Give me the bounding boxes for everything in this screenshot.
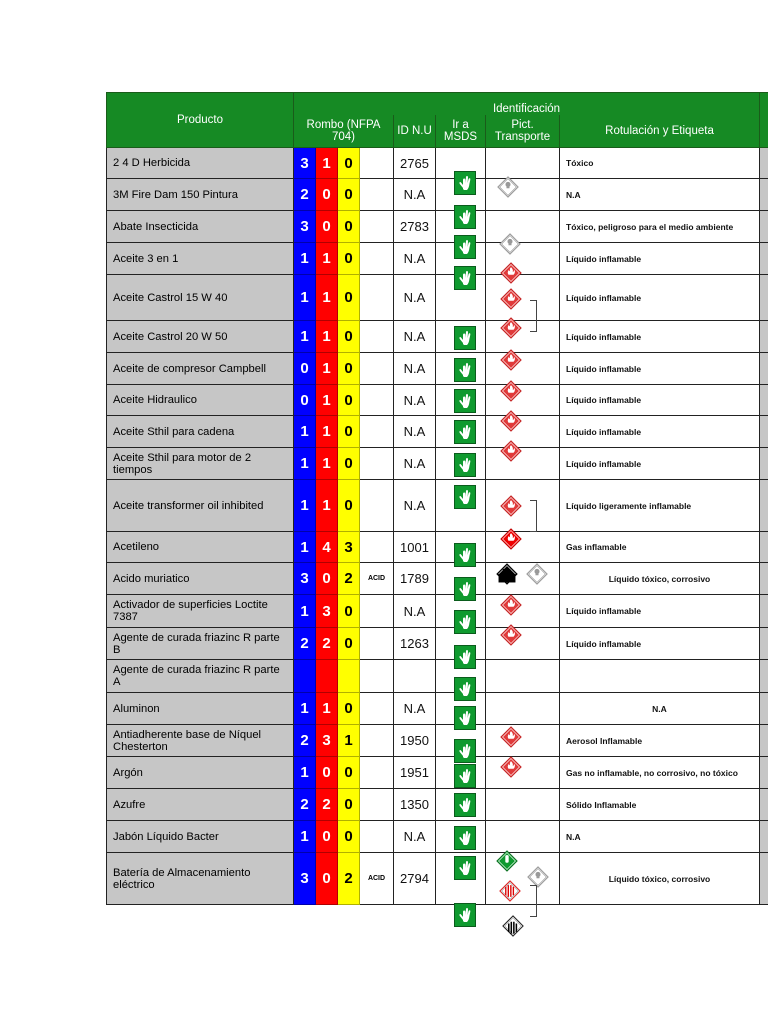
col-header-idnu: ID N.U [394, 115, 436, 148]
table-row [107, 179, 768, 211]
label-text: Sólido Inflamable [560, 789, 760, 821]
nfpa-health: 3 [294, 853, 316, 905]
nfpa-reactivity: 2 [338, 853, 360, 905]
nfpa-flammability: 1 [316, 693, 338, 725]
nfpa-reactivity: 1 [338, 725, 360, 757]
nfpa-reactivity: 2 [338, 563, 360, 595]
row-edge [760, 385, 768, 416]
table-row [107, 211, 768, 243]
nfpa-health: 3 [294, 563, 316, 595]
label-text: Gas inflamable [560, 532, 760, 563]
un-id: 1001 [394, 532, 436, 563]
msds-link-icon[interactable] [454, 389, 476, 413]
product-name: Aluminon [107, 693, 294, 725]
msds-link-icon[interactable] [454, 856, 476, 880]
row-edge [760, 821, 768, 853]
nfpa-reactivity: 0 [338, 243, 360, 275]
product-name: Antiadherente base de Níquel Chesterton [107, 725, 294, 757]
nfpa-special [360, 448, 394, 480]
nfpa-health: 1 [294, 275, 316, 321]
label-text [560, 660, 760, 693]
nfpa-health: 1 [294, 243, 316, 275]
label-text: Tóxico [560, 148, 760, 179]
safety-data-sheet [106, 92, 768, 905]
nfpa-special [360, 628, 394, 660]
transport-pictogram-cell [486, 385, 560, 416]
nfpa-special [360, 595, 394, 628]
nfpa-reactivity: 0 [338, 385, 360, 416]
table-row [107, 693, 768, 725]
nfpa-health: 1 [294, 321, 316, 353]
transport-pictogram-cell [486, 148, 560, 179]
nfpa-reactivity [338, 660, 360, 693]
nfpa-reactivity: 0 [338, 595, 360, 628]
product-name: Aceite 3 en 1 [107, 243, 294, 275]
msds-link-icon[interactable] [454, 677, 476, 701]
nfpa-special [360, 148, 394, 179]
row-edge [760, 660, 768, 693]
nfpa-flammability: 1 [316, 148, 338, 179]
nfpa-special [360, 821, 394, 853]
nfpa-reactivity: 0 [338, 821, 360, 853]
nfpa-flammability: 0 [316, 211, 338, 243]
nfpa-health: 3 [294, 148, 316, 179]
nfpa-reactivity: 0 [338, 757, 360, 789]
nfpa-flammability: 3 [316, 595, 338, 628]
table-row [107, 321, 768, 353]
label-text: Gas no inflamable, no corrosivo, no tóxico [560, 757, 760, 789]
row-edge [760, 148, 768, 179]
row-edge [760, 448, 768, 480]
misc-hazard-diamond-icon [502, 915, 524, 937]
msds-link-icon[interactable] [454, 577, 476, 601]
product-name: Aceite Sthil para motor de 2 tiempos [107, 448, 294, 480]
nfpa-health: 1 [294, 595, 316, 628]
nfpa-health [294, 660, 316, 693]
flammable-diamond-icon [500, 726, 522, 748]
nfpa-flammability: 0 [316, 563, 338, 595]
nfpa-flammability: 0 [316, 757, 338, 789]
pictogram-bracket [530, 500, 537, 532]
product-name: Acetileno [107, 532, 294, 563]
nfpa-health: 2 [294, 628, 316, 660]
nfpa-reactivity: 0 [338, 448, 360, 480]
transport-pictogram-cell [486, 757, 560, 789]
transport-pictogram-cell [486, 275, 560, 321]
chemicals-table [106, 92, 768, 905]
nfpa-health: 1 [294, 448, 316, 480]
nfpa-special [360, 532, 394, 563]
nfpa-reactivity: 0 [338, 179, 360, 211]
product-name: Activador de superficies Loctite 7387 [107, 595, 294, 628]
transport-pictogram-cell [486, 211, 560, 243]
msds-link-icon[interactable] [454, 826, 476, 850]
product-name: Azufre [107, 789, 294, 821]
msds-link-icon[interactable] [454, 358, 476, 382]
un-id: 2765 [394, 148, 436, 179]
product-name: Aceite transformer oil inhibited [107, 480, 294, 532]
nfpa-reactivity: 0 [338, 148, 360, 179]
msds-link-icon[interactable] [454, 645, 476, 669]
table-row [107, 628, 768, 660]
nfpa-special [360, 693, 394, 725]
product-name: Argón [107, 757, 294, 789]
msds-link-icon[interactable] [454, 326, 476, 350]
table-row [107, 448, 768, 480]
nfpa-special [360, 321, 394, 353]
flammable-diamond-icon [500, 410, 522, 432]
un-id: N.A [394, 179, 436, 211]
un-id: 2794 [394, 853, 436, 905]
msds-link-icon[interactable] [454, 903, 476, 927]
un-id: N.A [394, 480, 436, 532]
label-text: N.A [560, 821, 760, 853]
nfpa-flammability: 0 [316, 821, 338, 853]
un-id: 1951 [394, 757, 436, 789]
nfpa-reactivity: 0 [338, 628, 360, 660]
label-text: Líquido inflamable [560, 275, 760, 321]
transport-pictogram-cell [486, 448, 560, 480]
label-text: Líquido inflamable [560, 595, 760, 628]
row-edge [760, 628, 768, 660]
product-name: Agente de curada friazinc R parte B [107, 628, 294, 660]
un-id: N.A [394, 821, 436, 853]
flammable-diamond-icon [500, 380, 522, 402]
nfpa-health: 1 [294, 480, 316, 532]
msds-link-icon[interactable] [454, 420, 476, 444]
table-row [107, 480, 768, 532]
nfpa-health: 0 [294, 353, 316, 385]
product-name: 3M Fire Dam 150 Pintura [107, 179, 294, 211]
toxic-diamond-icon [497, 176, 519, 198]
table-row [107, 148, 768, 179]
col-header-producto: Producto [107, 93, 294, 148]
flammable-diamond-icon [500, 624, 522, 646]
msds-link-icon[interactable] [454, 610, 476, 634]
header-edge [760, 93, 768, 116]
nfpa-reactivity: 0 [338, 789, 360, 821]
row-edge [760, 480, 768, 532]
nfpa-health: 2 [294, 789, 316, 821]
product-name: Aceite Sthil para cadena [107, 416, 294, 448]
nfpa-flammability: 4 [316, 532, 338, 563]
nfpa-health: 1 [294, 416, 316, 448]
un-id: N.A [394, 416, 436, 448]
un-id: 1263 [394, 628, 436, 660]
label-text: Tóxico, peligroso para el medio ambiente [560, 211, 760, 243]
label-text: Líquido ligeramente inflamable [560, 480, 760, 532]
transport-pictogram-cell [486, 660, 560, 693]
transport-pictogram-cell [486, 821, 560, 853]
label-text: Líquido inflamable [560, 416, 760, 448]
product-name: Abate Insecticida [107, 211, 294, 243]
toxic-diamond-icon [499, 233, 521, 255]
product-name: Aceite Castrol 20 W 50 [107, 321, 294, 353]
nfpa-reactivity: 0 [338, 480, 360, 532]
pictogram-bracket [530, 885, 537, 917]
nfpa-special [360, 243, 394, 275]
table-row [107, 275, 768, 321]
label-text: Líquido inflamable [560, 448, 760, 480]
row-edge [760, 416, 768, 448]
row-edge [760, 275, 768, 321]
table-row [107, 385, 768, 416]
transport-pictogram-cell [486, 789, 560, 821]
label-text: Líquido tóxico, corrosivo [560, 853, 760, 905]
nfpa-special [360, 353, 394, 385]
flammable-diamond-icon [500, 440, 522, 462]
table-row [107, 353, 768, 385]
nfpa-flammability [316, 660, 338, 693]
pictogram-bracket [530, 300, 537, 332]
msds-link-icon[interactable] [454, 764, 476, 788]
table-row [107, 243, 768, 275]
nfpa-flammability: 1 [316, 275, 338, 321]
product-name: 2 4 D Herbicida [107, 148, 294, 179]
table-row [107, 853, 768, 905]
nfpa-flammability: 2 [316, 789, 338, 821]
un-id: 2783 [394, 211, 436, 243]
un-id [394, 660, 436, 693]
un-id: 1350 [394, 789, 436, 821]
row-edge [760, 211, 768, 243]
transport-pictogram-cell [486, 243, 560, 275]
row-edge [760, 595, 768, 628]
row-edge [760, 353, 768, 385]
table-row [107, 416, 768, 448]
row-edge [760, 725, 768, 757]
flammable-diamond-icon [500, 288, 522, 310]
label-text: N.A [560, 693, 760, 725]
nfpa-flammability: 1 [316, 243, 338, 275]
row-edge [760, 693, 768, 725]
msds-link-icon[interactable] [454, 485, 476, 509]
nfpa-reactivity: 0 [338, 275, 360, 321]
nfpa-special [360, 789, 394, 821]
toxic-diamond-icon [526, 563, 548, 585]
nfpa-health: 3 [294, 211, 316, 243]
transport-pictogram-cell [486, 693, 560, 725]
un-id: 1789 [394, 563, 436, 595]
msds-link-icon[interactable] [454, 235, 476, 259]
flammable-diamond-icon [500, 594, 522, 616]
transport-pictogram-cell [486, 595, 560, 628]
nfpa-special [360, 660, 394, 693]
flammable-diamond-icon [500, 528, 522, 550]
corrosive-diamond-icon [496, 563, 518, 585]
header-edge-2 [760, 115, 768, 148]
un-id: N.A [394, 321, 436, 353]
flammable-diamond-icon [500, 495, 522, 517]
msds-link-icon[interactable] [454, 706, 476, 730]
nfpa-health: 1 [294, 821, 316, 853]
row-edge [760, 321, 768, 353]
product-name: Aceite de compresor Campbell [107, 353, 294, 385]
un-id: N.A [394, 353, 436, 385]
transport-pictogram-cell [486, 416, 560, 448]
table-row [107, 563, 768, 595]
label-text: Líquido tóxico, corrosivo [560, 563, 760, 595]
product-name: Aceite Hidraulico [107, 385, 294, 416]
nfpa-special [360, 179, 394, 211]
row-edge [760, 563, 768, 595]
flammable-solid-diamond-icon [499, 880, 521, 902]
msds-link-icon[interactable] [454, 266, 476, 290]
table-row [107, 595, 768, 628]
nfpa-reactivity: 0 [338, 693, 360, 725]
row-edge [760, 532, 768, 563]
msds-link-icon[interactable] [454, 453, 476, 477]
table-row [107, 532, 768, 563]
nfpa-reactivity: 0 [338, 353, 360, 385]
nfpa-reactivity: 0 [338, 321, 360, 353]
table-row [107, 821, 768, 853]
col-header-rombo: Rombo (NFPA 704) [294, 115, 394, 148]
nfpa-flammability: 1 [316, 353, 338, 385]
table-row [107, 725, 768, 757]
msds-link-icon[interactable] [454, 739, 476, 763]
un-id: N.A [394, 595, 436, 628]
row-edge [760, 179, 768, 211]
nfpa-flammability: 1 [316, 321, 338, 353]
un-id: N.A [394, 275, 436, 321]
product-name: Agente de curada friazinc R parte A [107, 660, 294, 693]
transport-pictogram-cell [486, 353, 560, 385]
col-header-identificacion: Identificación [294, 93, 760, 116]
nfpa-health: 0 [294, 385, 316, 416]
nfpa-health: 2 [294, 179, 316, 211]
table-body [107, 148, 768, 905]
msds-link-icon[interactable] [454, 793, 476, 817]
nfpa-flammability: 1 [316, 448, 338, 480]
product-name: Aceite Castrol 15 W 40 [107, 275, 294, 321]
row-edge [760, 853, 768, 905]
flammable-diamond-icon [500, 349, 522, 371]
label-text: Líquido inflamable [560, 243, 760, 275]
nfpa-flammability: 1 [316, 416, 338, 448]
transport-pictogram-cell [486, 725, 560, 757]
nfpa-reactivity: 0 [338, 211, 360, 243]
nfpa-reactivity: 3 [338, 532, 360, 563]
nfpa-flammability: 0 [316, 853, 338, 905]
table-row [107, 660, 768, 693]
product-name: Jabón Líquido Bacter [107, 821, 294, 853]
label-text: Líquido inflamable [560, 628, 760, 660]
table-row [107, 757, 768, 789]
nfpa-flammability: 1 [316, 480, 338, 532]
label-text: Líquido inflamable [560, 385, 760, 416]
col-header-rotulacion: Rotulación y Etiqueta [560, 115, 760, 148]
label-text: N.A [560, 179, 760, 211]
nfpa-special [360, 211, 394, 243]
nfpa-special: ACID [360, 563, 394, 595]
label-text: Líquido inflamable [560, 353, 760, 385]
nfpa-flammability: 2 [316, 628, 338, 660]
row-edge [760, 789, 768, 821]
col-header-pict: Pict. Transporte [486, 115, 560, 148]
nfpa-flammability: 1 [316, 385, 338, 416]
label-text: Líquido inflamable [560, 321, 760, 353]
gas-diamond-icon [496, 850, 518, 872]
nfpa-special [360, 416, 394, 448]
col-header-msds: Ir a MSDS [436, 115, 486, 148]
nfpa-special: ACID [360, 853, 394, 905]
un-id: N.A [394, 693, 436, 725]
nfpa-health: 1 [294, 532, 316, 563]
product-name: Acido muriatico [107, 563, 294, 595]
row-edge [760, 243, 768, 275]
product-name: Batería de Almacenamiento eléctrico [107, 853, 294, 905]
nfpa-special [360, 757, 394, 789]
nfpa-special [360, 725, 394, 757]
flammable-diamond-icon [500, 317, 522, 339]
un-id: N.A [394, 385, 436, 416]
flammable-diamond-icon [500, 756, 522, 778]
nfpa-special [360, 385, 394, 416]
msds-link-icon[interactable] [454, 171, 476, 195]
msds-link-icon[interactable] [454, 205, 476, 229]
transport-pictogram-cell [486, 628, 560, 660]
un-id: N.A [394, 448, 436, 480]
nfpa-flammability: 3 [316, 725, 338, 757]
nfpa-health: 2 [294, 725, 316, 757]
flammable-diamond-icon [500, 262, 522, 284]
nfpa-health: 1 [294, 693, 316, 725]
label-text: Aerosol Inflamable [560, 725, 760, 757]
transport-pictogram-cell [486, 480, 560, 532]
transport-pictogram-cell [486, 532, 560, 563]
nfpa-special [360, 275, 394, 321]
table-row [107, 789, 768, 821]
un-id: N.A [394, 243, 436, 275]
nfpa-reactivity: 0 [338, 416, 360, 448]
nfpa-flammability: 0 [316, 179, 338, 211]
nfpa-special [360, 480, 394, 532]
nfpa-health: 1 [294, 757, 316, 789]
un-id: 1950 [394, 725, 436, 757]
transport-pictogram-cell [486, 321, 560, 353]
msds-link-icon[interactable] [454, 543, 476, 567]
row-edge [760, 757, 768, 789]
